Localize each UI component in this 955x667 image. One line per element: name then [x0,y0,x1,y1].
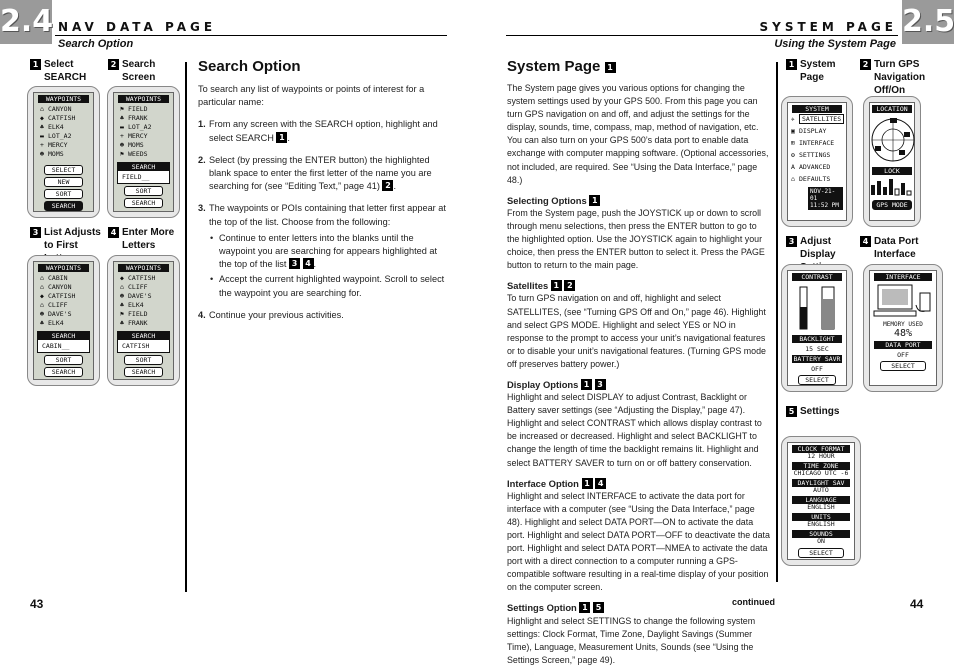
column-divider-right [776,62,778,582]
gps-screen-interface: INTERFACE MEMORY USED 48% DATA PORT OFF SELECT [863,264,943,392]
section-badge-right: 2.5 [902,0,954,44]
gps-screen-enter-more-letters: WAYPOINTS ◆ CATFISH ⌂ CLIFF ☻ DAVE'S ♣ ELK4 ⚑ FIELD ♣ FRANK SEARCH CATFISH SORT SEARCH [107,255,180,386]
gps-screen-list-adjusts: WAYPOINTS ⌂ CABIN ⌂ CANYON ◆ CATFISH ⌂ CLIFF ☻ DAVE'S ♣ ELK4 SEARCH CABIN__ SORT SEARCH [27,255,100,386]
caption-r2: 2 Turn GPS Navigation Off/On [860,58,926,97]
gps-screen-select-search: WAYPOINTS ⌂ CANYON ◆ CATFISH ♣ ELK4 ▬ LOT_A2 + MERCY ☻ MOMS SELECT NEW SORT SEARCH [27,86,100,218]
gps-screen-location: LOCATION LOCK GPS MODE [863,96,921,227]
system-page-body: The System page gives you various options for changing the system settings used by your GPS 500. From this page you can turn GPS navigation on and off, and adjust the settings for the display, sounds, time, compass, map, method of navigation, etc. You can also turn on your GPS 500’s data port to enable data exchange with computer mapping software. (Optional accessories, not included, are required. See “Using the Data Interface,” page 48.) Selecting Options 1 From the System page, push the JOYSTICK up or down to scroll through menu selections, then press the ENTER button to go to the highlighted option. Use the JOYSTICK again to highlight your choice, then press the ENTER button to select it. Press the PAGE button to return to the main page. Satellites 1 2 To turn GPS navigation on and off, highlight and select SATELLITES, (see “Turning GPS Off and On,” page 46). Highlight and select GPS MODE. Highlight and select YES or NO in response to the prompt to access your unit’s navigational features or to disable your unit’s navigational features. (Turning GPS mode off preserves battery power.) Display Options 1 3 Highlight and select DISPLAY to adjust Contrast, Backlight or Battery saver settings (see “Adjusting the Display,” page 47). Highlight and select CONTRAST which allows display contrast to be increased or decreased. Highlight and select BACKLIGHT to change the length of time the backlight remains lit. Highlight and select BATTERY SAVER to turn on or off battery conservation. Interface Option 1 4 Highlight and select INTERFACE to activate the data port for interface with a computer (see “Using the Data Interface,” page 48). Highlight and select DATA PORT—ON to activate the data port. Highlight and select DATA PORT—OFF to deactivate the data port. Highlight and select DATA PORT—NMEA to activate the data port with a direct connection to a computer running a GPS-compatible software resulting in a real-time display of your position on the computer screen. Settings Option 1 5 Highlight and select SETTINGS to change the following system settings: Clock Format, Time Zone, Daylight Savings (Summer Time), Language, Measurement Units, Sounds (see “Using the Settings Screen,” page 49). [507,83,770,665]
page-number-left: 43 [30,597,44,611]
signal-strength-bars [870,177,916,197]
page-subtitle-left: Search Option [58,38,134,50]
caption-r4: 4 Data Port Interface [860,235,926,261]
search-option-heading: Search Option [198,58,301,75]
page-header-right: SYSTEM PAGE [759,20,897,34]
system-page-heading: System Page 1 [507,58,616,75]
gps-screen-system: SYSTEM ✈ SATELLITES ▣ DISPLAY ⊞ INTERFACE ⚙ SETTINGS A ADVANCED ⌂ DEFAULTS NOV-21-01 11:52 PM [781,96,853,227]
contrast-level-bars [788,283,848,333]
gps-screen-search: WAYPOINTS ⚑ FIELD ♣ FRANK ▬ LOT_A2 + MERCY ☻ MOMS ⚑ WEEDS SEARCH FIELD__ SORT SEARCH [107,86,180,218]
caption-3: 3 List Adjusts to First [30,226,105,265]
page-header-left: NAV DATA PAGE [58,20,217,34]
column-divider-left [185,62,187,592]
computer-icon [870,283,936,319]
page-number-right: 44 [910,597,924,611]
caption-r1: 1 System Page [786,58,852,84]
section-badge-left: 2.4 [0,0,52,44]
caption-1: 1 Select SEARCH [30,58,100,84]
caption-r3: 3 Adjust Display [786,235,858,274]
caption-2: 2 Search Screen [108,58,178,84]
gps-screen-display: CONTRAST BACKLIGHT 15 SEC BATTERY SAVR OFF SELECT [781,264,853,392]
page-subtitle-right: Using the System Page [774,38,896,50]
continued-label: continued [732,597,775,607]
header-rule-right [506,35,898,36]
header-rule-left [55,35,447,36]
caption-4: 4 Enter More Letters [108,226,183,252]
gps-screen-settings: CLOCK FORMAT 12 HOUR TIME ZONE CHICAGO UTC -6 DAYLIGHT SAV AUTO LANGUAGE ENGLISH UNITS ENGLISH SOUNDS ON SELECT [781,436,861,566]
satellite-skyview-icon [870,115,916,165]
caption-r5: 5 Settings [786,405,856,418]
search-option-body: To search any list of waypoints or points of interest for a particular name: 1. From any screen with the SEARCH option, highlight and select SEARCH 1 . 2. Select (by pressing the ENTER button) the highlighted blank space to enter the first letter of the name you are searching for (see “Editing Text,” page 41) 2 . 3. The waypoints or POIs containing that letter first appear at the top of the list. Choose from the following: • Continue to enter letters into the blanks until the waypoint you are searching for appears highlighted at the top of the list 3 4 . • Accept the current highlighted waypoint. Scroll to select the waypoint you are searching for. 4. Continue your previous activities. [198,83,446,322]
